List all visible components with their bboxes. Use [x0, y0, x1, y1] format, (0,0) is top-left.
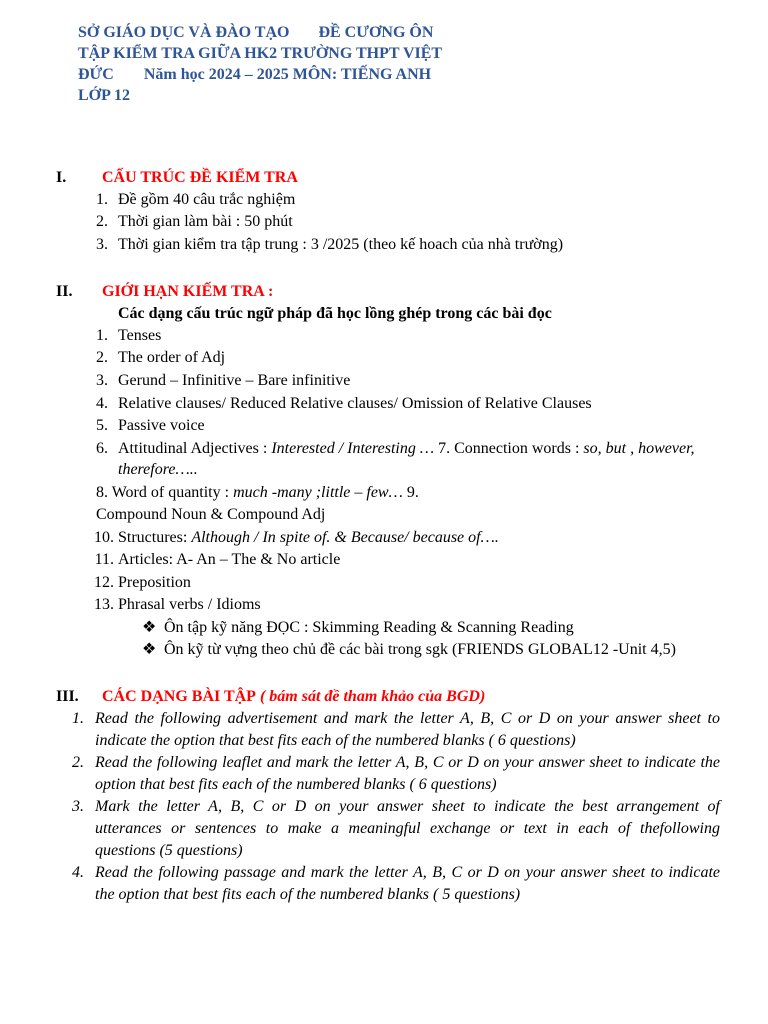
header-doc-title: ĐỀ CƯƠNG ÔN — [318, 24, 434, 41]
section-2-item-8: 8. Word of quantity : much -many ;little – few… 9. — [96, 484, 419, 501]
section-1-heading — [56, 167, 298, 189]
section-2-heading — [56, 281, 274, 303]
section-3-title: CÁC DẠNG BÀI TẬP — [102, 688, 256, 705]
section-2-number: II. — [56, 283, 73, 300]
header-school-tail: ĐỨC — [78, 66, 114, 83]
section-1-number: I. — [56, 169, 67, 186]
section-2-item-9: Compound Noun & Compound Adj — [96, 506, 326, 523]
diamond-bullet-icon: ❖ — [142, 619, 157, 636]
section-2-title: GIỚI HẠN KIẾM TRA : — [102, 283, 274, 300]
header-year-subject: Năm học 2024 – 2025 MÔN: TIẾNG ANH — [143, 66, 432, 83]
diamond-bullet-icon: ❖ — [142, 641, 157, 658]
header-department: SỞ GIÁO DỤC VÀ ĐÀO TẠO — [78, 24, 290, 41]
header-line-4: LỚP 12 — [78, 87, 131, 104]
header-line-1 — [78, 22, 433, 43]
section-3-heading — [56, 686, 486, 708]
section-3-number: III. — [56, 688, 79, 705]
section-2-subheading: Các dạng cấu trúc ngữ pháp đã học lồng ghép trong các bài đọc — [118, 305, 552, 322]
section-2-item-6-continuation: therefore….. — [118, 461, 198, 478]
header-line-2: TẬP KIỂM TRA GIỮA HK2 TRƯỜNG THPT VIỆT — [78, 45, 443, 62]
header-line-3 — [78, 64, 431, 85]
section-1-title: CẤU TRÚC ĐỀ KIỂM TRA — [102, 169, 298, 186]
section-3-title-note: ( bám sát đề tham khảo của BGD) — [259, 688, 486, 705]
